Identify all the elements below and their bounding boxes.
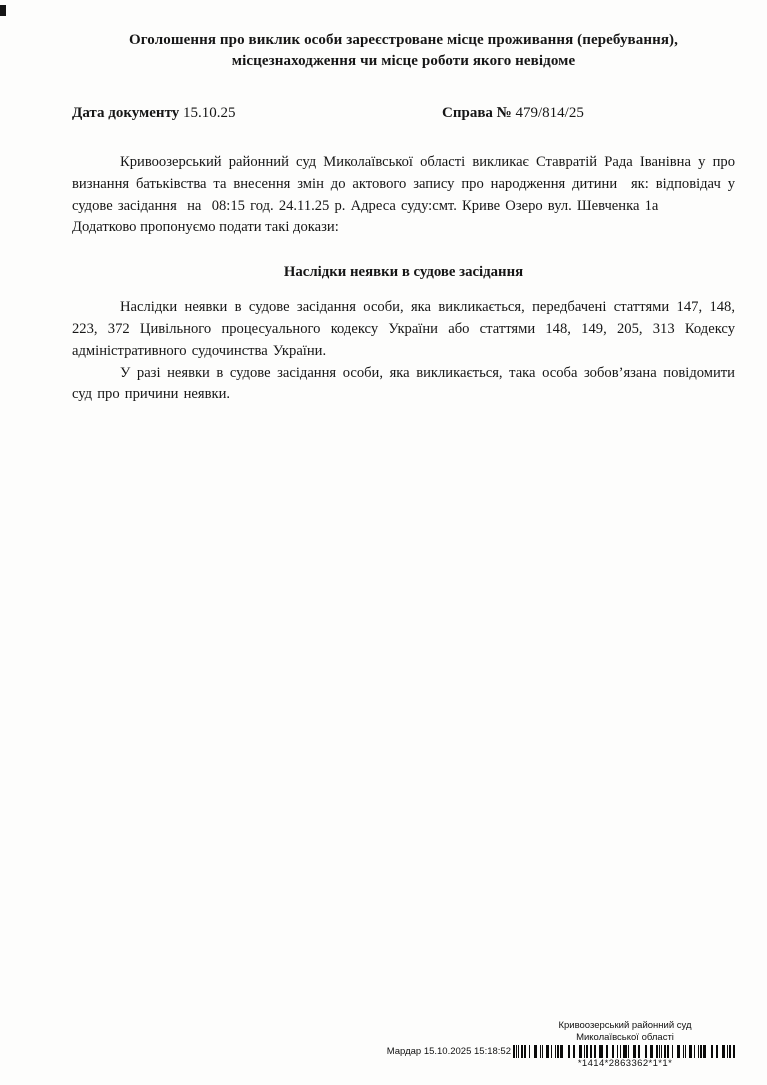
- registration-barcode-value: *1414*2863362*1*1*: [577, 1058, 673, 1069]
- document-date: [72, 105, 236, 122]
- case-number-label: Справа №: [442, 105, 512, 121]
- footer-court-name-line2: Миколаївської області: [576, 1032, 674, 1043]
- case-number-value: 479/814/25: [515, 105, 584, 121]
- court-stamp-block: [513, 1020, 737, 1069]
- document-date-label: Дата документу: [72, 105, 180, 121]
- case-number: [442, 105, 584, 122]
- document-date-value: 15.10.25: [183, 105, 236, 121]
- section-heading-consequences: Наслідки неявки в судове засідання: [283, 264, 524, 281]
- document-footer: [387, 1020, 737, 1069]
- document-body: [72, 152, 741, 406]
- summons-paragraph: Кривоозерський районний суд Миколаївської області викликає Ставратій Рада Іванівна у про визнання батьківства та внесення змін до актового запису про народження дитини як: відповідач у судове засідання на 08:15 год. 24.11.25 р. Адреса суду:смт. Криве Озеро вул. Шевченка 1а: [72, 154, 741, 214]
- document-meta-row: [72, 105, 735, 125]
- scan-artifact-mark: [0, 5, 6, 16]
- consequences-paragraph: Наслідки неявки в судове засідання особи, яка викликається, передбачені статтями 147, 148, 223, 372 Цивільного процесуального кодексу України або статтями 148, 149, 205, 313 Кодексу адміністративного судочинства України.: [72, 299, 741, 359]
- document-title-line2: місцезнаходження чи місце роботи якого невідоме: [231, 53, 576, 69]
- document-content: [72, 30, 741, 406]
- document-title-line1: Оголошення про виклик особи зареєстроване місце проживання (перебування),: [129, 32, 678, 48]
- signer-timestamp: Мардар 15.10.2025 15:18:52: [386, 1046, 511, 1057]
- evidence-request-line: Додатково пропонуємо подати такі докази:: [72, 219, 339, 236]
- registration-barcode: [513, 1045, 737, 1058]
- obligation-paragraph: У разі неявки в судове засідання особи, яка викликається, така особа зобов’язана повідомити суд про причини неявки.: [72, 364, 741, 403]
- footer-court-name-line1: Кривоозерський районний суд: [558, 1020, 692, 1031]
- document-title: [72, 30, 735, 72]
